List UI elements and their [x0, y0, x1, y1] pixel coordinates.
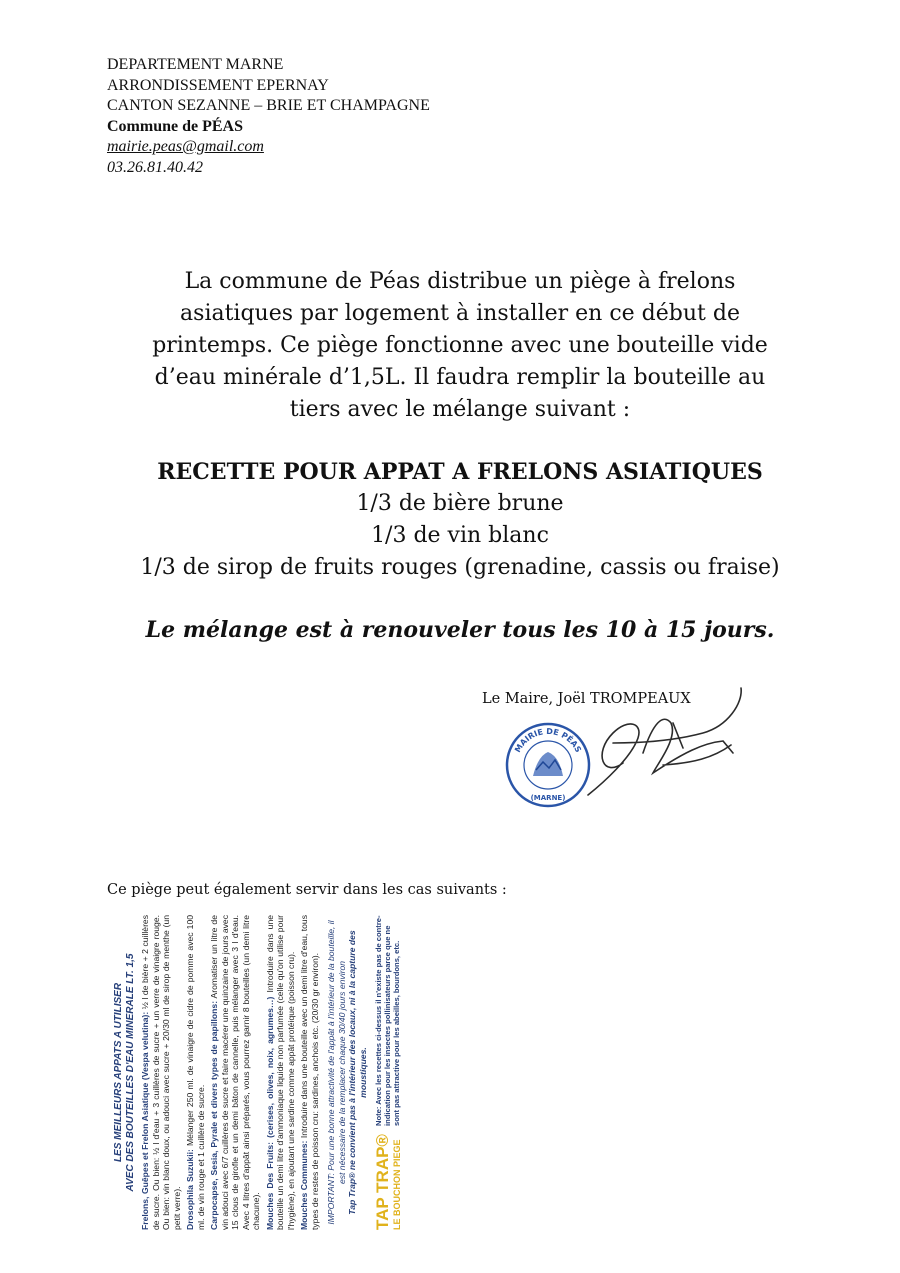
stamp-bottom-text: (MARNE) [530, 794, 566, 802]
intro-line: La commune de Péas distribue un piège à frelons [184, 269, 736, 294]
recipe-item: 1/3 de bière brune [356, 491, 564, 516]
handwritten-signature [583, 683, 753, 798]
intro-line: asiatiques par logement à installer en ce début de [180, 301, 740, 326]
label-rotated-content [105, 905, 560, 1240]
section-body: Introduire dans une bouteille un demi litre d'ammoniaque liquide non parfumée (celle qu'on utilise pour l'hygiène), en ajoutant une sardine comme appât protéique (poisson cru). [264, 914, 296, 1230]
label-section [265, 915, 297, 1230]
section-heading: Drosophila Suzukii: [185, 1149, 195, 1230]
pollinator-note: Note: Avec les recettes ci-dessus il n'existe pas de contre-indication pour les insectes pollinisateurs parce que ne sont pas attractive pour les abeilles, bourdons, etc. [374, 915, 401, 1127]
recipe-block [100, 456, 820, 584]
label-title: LES MEILLEURS APPATS A UTILISER [113, 982, 124, 1163]
intro-line: printemps. Ce piège fonctionne avec une bouteille vide [152, 333, 768, 358]
stamp-emblem-icon [533, 752, 563, 776]
important-note: IMPORTANT: Pour une bonne attractivité de l'appât à l'intérieur de la bouteille, il est nécessaire de la remplacer chaque 30/40 jours environ [326, 920, 347, 1225]
intro-line: tiers avec le mélange suivant : [289, 397, 631, 422]
label-subtitle: AVEC DES BOUTEILLES D'EAU MINERALE LT. 1,5 [125, 953, 136, 1192]
renewal-notice: Le mélange est à renouveler tous les 10 à 15 jours. [145, 617, 775, 643]
section-body: Aromatiser un litre de vin adouci avec 6/7 cuillères de sucre et faire macérer une quinzaine de jours avec 15 clous de girofle et un demi bâton de cannelle, puis mélanger avec 3 l d'eau. Avec 4 litres d'appât ainsi préparés, vous pourrez garnir 8 bouteilles (un demi litre chacune). [209, 915, 261, 1230]
section-heading: Frelons, Guêpes et Frelon Asiatique (Vespa velutina): [140, 1011, 150, 1230]
phone-number: 03.26.81.40.42 [107, 158, 203, 176]
mairie-stamp [503, 720, 593, 810]
label-section [209, 915, 262, 1230]
mayor-signature-line: Le Maire, Joël TROMPEAUX [482, 691, 691, 707]
brand-block [374, 1134, 403, 1230]
bait-recipes-label [105, 905, 560, 1240]
label-section [299, 915, 320, 1230]
label-section [140, 915, 182, 1230]
recipe-item: 1/3 de vin blanc [371, 523, 549, 548]
recipe-title: RECETTE POUR APPAT A FRELONS ASIATIQUES [157, 459, 763, 485]
section-body: Mélanger 250 ml. de vinaigre de cidre de pomme avec 100 ml. de vin rouge et 1 cuillère de sucre. [185, 914, 206, 1230]
label-section [185, 915, 206, 1230]
letterhead [107, 55, 430, 178]
canton-line: CANTON SEZANNE – BRIE ET CHAMPAGNE [107, 97, 430, 114]
email-link[interactable]: mairie.peas@gmail.com [107, 138, 264, 155]
section-heading: Mouches Communes: [299, 1140, 309, 1230]
section-heading: Mouches Des Fruits: (cerises, olives, noix, agrumes…) [264, 996, 275, 1230]
intro-line: d’eau minérale d’1,5L. Il faudra remplir la bouteille au [154, 365, 766, 390]
brand-logo: TAP TRAP® [373, 1134, 392, 1230]
brand-tagline: LE BOUCHON PIEGE [392, 1139, 402, 1230]
cases-intro: Ce piège peut également servir dans les cas suivants : [107, 882, 507, 898]
section-heading: Carpocapse, Sesia, Pyrale et divers types de papillons: [209, 1000, 219, 1230]
section-body: Introduire dans une bouteille avec un demi litre d'eau, tous types de restes de poisson cru: sardines, anchois etc. (20/30 gr environ). [299, 914, 320, 1230]
commune-line: Commune de PÉAS [107, 117, 244, 135]
arrondissement-line: ARRONDISSEMENT EPERNAY [107, 76, 329, 94]
brand-row [374, 915, 403, 1230]
stamp-top-text: MAIRIE DE PÉAS [513, 726, 583, 754]
department-line: DEPARTEMENT MARNE [107, 56, 284, 73]
intro-paragraph [100, 266, 820, 426]
recipe-item: 1/3 de sirop de fruits rouges (grenadine, cassis ou fraise) [140, 555, 780, 580]
section-body: ½ l de bière + 2 cuillères de sucre. Ou bien: ½ l d'eau + 3 cuillères de sucre + un verre de vinaigre rouge. Ou bien: vin blanc doux, ou adouci avec sucre + 20/30 ml de sirop de menthe (un petit verre). [140, 914, 182, 1230]
indoor-warning: Tap Trap® ne convient pas à l'intérieur des locaux, ni à la capture des moustiques. [347, 930, 368, 1215]
